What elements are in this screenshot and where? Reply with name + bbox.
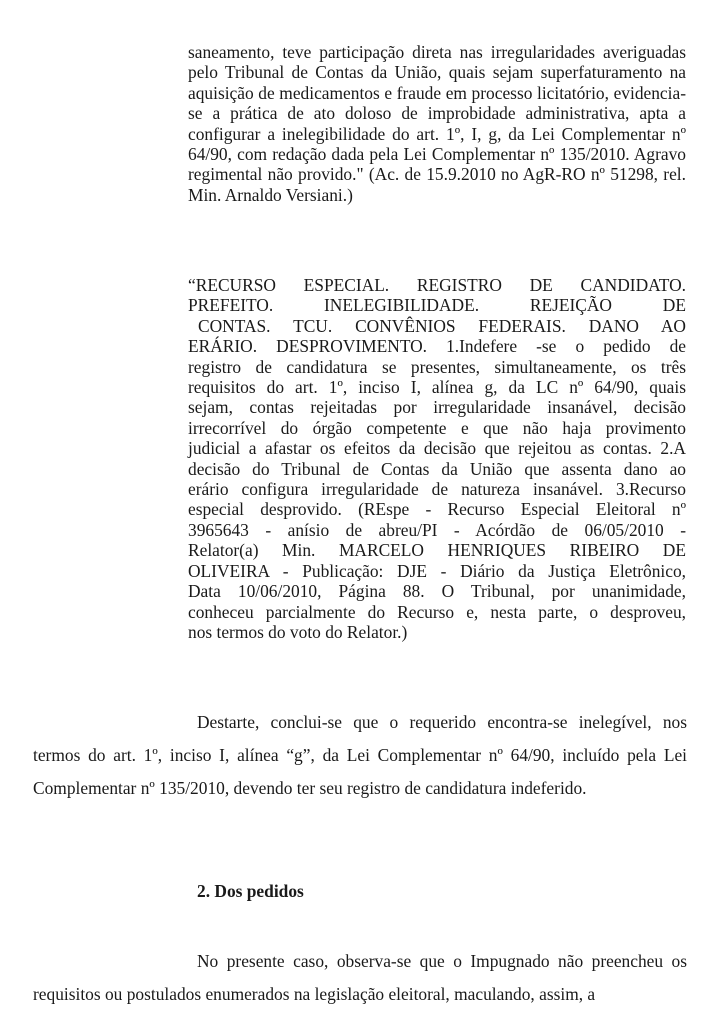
- quote-line: OLIVEIRA - Publicação: DJE - Diário da Justiça Eletrônico,: [188, 560, 686, 581]
- requests-paragraph: No presente caso, observa-se que o Impugnado não preencheu os requisitos ou postulados enumerados na legislação eleitoral, maculando, assim, a: [33, 951, 687, 1004]
- section-heading: 2. Dos pedidos: [197, 881, 304, 901]
- quote-line: PREFEITO. INELEGIBILIDADE. REJEIÇÃO DE: [188, 295, 686, 316]
- quote-line: irrecorrível do órgão competente e que não haja provimento: [188, 417, 686, 438]
- quote-line: conheceu parcialmente do Recurso e, nesta parte, o desproveu,: [188, 601, 686, 622]
- conclusion-paragraph: Destarte, conclui-se que o requerido encontra-se inelegível, nos termos do art. 1º, inciso I, alínea “g”, da Lei Complementar nº 64/90, incluído pela Lei Complementar nº 135/2010, devendo ter seu registro de candidatura indeferido.: [33, 712, 687, 798]
- quote-line: decisão do Tribunal de Contas da União que assenta dano ao: [188, 458, 686, 479]
- quote-line: nos termos do voto do Relator.): [188, 621, 408, 642]
- jurisprudence-quote: [188, 275, 686, 642]
- quote-line: judicial a afastar os efeitos da decisão que rejeitou as contas. 2.A: [188, 438, 686, 459]
- quote-line: “RECURSO ESPECIAL. REGISTRO DE CANDIDATO.: [188, 275, 686, 295]
- quote-line: Data 10/06/2010, Página 88. O Tribunal, por unanimidade,: [188, 581, 686, 602]
- quote-line: erário configura irregularidade de natureza insanável. 3.Recurso: [188, 479, 686, 500]
- quote-line: CONTAS. TCU. CONVÊNIOS FEDERAIS. DANO AO: [198, 315, 686, 336]
- quote-line: ERÁRIO. DESPROVIMENTO. 1.Indefere -se o pedido de: [188, 336, 686, 357]
- quote-line: Relator(a) Min. MARCELO HENRIQUES RIBEIRO DE: [188, 540, 686, 561]
- quote-line: registro de candidatura se presentes, simultaneamente, os três: [188, 356, 686, 377]
- quote-continuation: saneamento, teve participação direta nas irregularidades averiguadas pelo Tribunal de Contas da União, quais sejam superfaturamento na aquisição de medicamentos e fraude em processo licitatório, evidencia-se a prática de ato doloso de improbidade administrativa, apta a configurar a inelegibilidade do art. 1º, I, g, da Lei Complementar nº 64/90, com redação dada pela Lei Complementar nº 135/2010. Agravo regimental não provido." (Ac. de 15.9.2010 no AgR-RO nº 51298, rel. Min. Arnaldo Versiani.): [188, 42, 686, 205]
- quote-line: 3965643 - anísio de abreu/PI - Acórdão de 06/05/2010 -: [188, 519, 686, 540]
- quote-line: sejam, contas rejeitadas por irregularidade insanável, decisão: [188, 397, 686, 418]
- quote-line: requisitos do art. 1º, inciso I, alínea g, da LC nº 64/90, quais: [188, 377, 686, 398]
- quote-line: especial desprovido. (REspe - Recurso Especial Eleitoral nº: [188, 499, 686, 520]
